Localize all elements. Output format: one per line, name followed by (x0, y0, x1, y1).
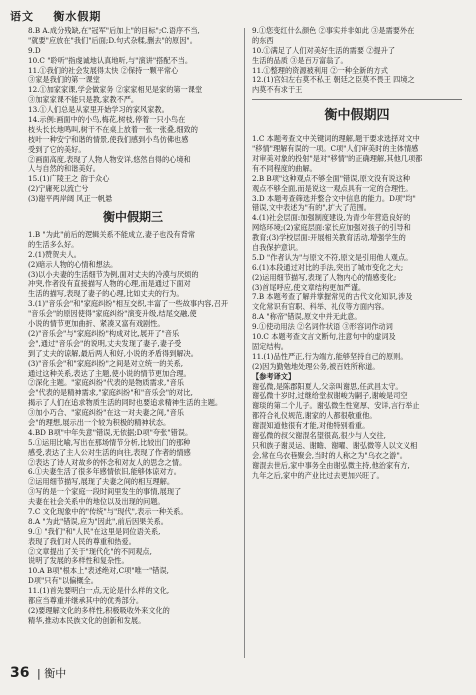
text-line: 自我保护意识。 (252, 243, 303, 253)
section-rule (252, 99, 462, 100)
text-line: (2)宁庸死以流亡兮 (28, 184, 89, 194)
text-line: ②画面高度,表现了人物人物安详,悠然自得的心境和 (28, 154, 191, 164)
text-line: 会",通过"音乐会"的说明,丈夫发现了妻子,妻子受 (28, 338, 182, 348)
text-line: 冲突,作者没有直接描写人物的心理,而是通过下面对 (28, 279, 191, 289)
text-line: 5.D "作者认为"与原文不符,原文是引用他人观点。 (252, 252, 413, 262)
text-line: 6.(1)本段通过对比的手法,突出了城市变化之大; (252, 262, 404, 272)
text-line: ③加家家课不能只是教,家教不严。 (28, 95, 139, 105)
header-series: 衡水假期 (53, 10, 102, 23)
text-line: 11.①整理的资源被利用 ②一种全新的方式 (252, 65, 388, 75)
text-line: 3.D 本题考查筛选并整合文中信息的能力。D项"均" (252, 193, 416, 203)
text-line: 10.A B项"根本上"表述绝对,C项"唯一"错误, (28, 566, 169, 576)
text-line: 只和族子谢灵运、谢瞻、谢曜、谢弘微等人以文义相 (252, 440, 418, 450)
text-line: 通过这种关系,表达了主题,使小说的情节更加合理。 (28, 368, 191, 378)
footer-brand: 衡中 (44, 667, 67, 680)
text-line: 谢弘微的叔父谢混名望很高,很少与人交往, (252, 430, 386, 440)
text-line: 10.C "聆听"指虔诚地认真地听,与"演讲"搭配不当。 (28, 55, 193, 65)
text-line: 说明了发展的多样性和复杂性。 (28, 556, 129, 566)
left-top-block (28, 26, 238, 204)
text-line: ③加小巧合、"家庭纠纷"在这一对夫妻之间,"音乐 (28, 408, 184, 418)
text-line: (2)要理解文化的多样性,积极吸收外来文化的 (28, 605, 170, 615)
reference-translation-block (252, 382, 462, 481)
header-subject: 语文 (10, 10, 34, 23)
text-line: 内莫不有求于王 (252, 85, 303, 95)
text-line: (3)谢平两岸阔 风正一帆悬 (28, 194, 113, 204)
left-column (28, 26, 238, 626)
text-line: (2)"音乐会"与"家庭纠纷"构成对比,展开了"音乐 (28, 328, 180, 338)
text-line: "就要"应放在"我们"后面;D.句式杂糅,删去"的原因"。 (28, 35, 197, 45)
text-line: 文化常识有官职、科举、礼仪等方面内容。 (252, 302, 389, 312)
text-line: 生活的品质 ③是百万富翁了。 (252, 55, 348, 65)
text-line: ③写的是一个家庭一段时间里发生的事情,展现了 (28, 487, 182, 497)
right-top-block (252, 26, 462, 95)
section-title-three: 衡中假期三 (102, 210, 163, 225)
text-line: 9.①您变红什么颜色 ②事实并非如此 ③是需要外在 (252, 26, 415, 35)
text-line: 对审美对象的投射"是对"移情"的正确理解,其他几项都 (252, 154, 423, 164)
page-footer (10, 665, 66, 681)
right-column (252, 26, 462, 480)
text-line: 网络环境;(2)家庭层面:家长应加强对孩子的引导和 (252, 223, 411, 233)
text-line: 4.(1)社会层面:加强制度建设,为青少年营造良好的 (252, 213, 411, 223)
text-line: 枝头长长地鸣叫,树干不在桌上放着一张一张叠,细致的 (28, 124, 198, 134)
section-title-four: 衡中假期四 (324, 108, 390, 124)
text-line: 11.①我们的社会发展得太快 ②保持一颗平常心 (28, 65, 179, 75)
text-line: 1.C 本题考查文中关键词的理解,题干要求选择对文中 (252, 134, 420, 144)
text-line: 谢混知道他很有才能,对他特别看重。 (252, 421, 370, 431)
text-line: (3)"音乐会"和"家庭纠纷"之间是对立统一的关系, (28, 358, 184, 368)
text-line: 8.A "称帝"错误,原文中并无此意。 (252, 312, 362, 322)
text-line: 小说的情节更加曲折、紧凑又富有戏剧性。 (28, 319, 165, 329)
text-line: "移情"理解有误的一项。C项"人们审美时的主体情感 (252, 144, 419, 154)
text-line: 12.(1)宫妇左右莫不私王 朝廷之臣莫不畏王 四境之 (252, 75, 415, 85)
right-section-block (252, 134, 462, 371)
text-line: 谢琰的第二个儿子。谢弘微生性宽厚、安详,言行举止 (252, 401, 420, 411)
text-line: 6.①夫妻生活了很多年感情依旧,能够体谅对方。 (28, 467, 181, 477)
text-line: 13.①人们总是从家里开始学习的家风家教。 (28, 105, 169, 115)
text-line: 精华,推动本民族文化的创新和发展。 (28, 615, 146, 625)
text-line: 九年之后,家中的产业比过去更加兴旺了。 (252, 470, 384, 480)
column-divider (244, 28, 245, 658)
text-line: 教育;(3)学校层面:开展相关教育活动,增强学生的 (252, 233, 406, 243)
text-line: 9.D (28, 45, 41, 55)
text-line: 14.示例:画面中的小鸟,梅花,树枝,停着一只小鸟在 (28, 115, 186, 125)
text-line: 11.(1)首先要明白一点,无论是什么样的文化, (28, 586, 170, 596)
text-line: 人与自然的和谐美好。 (28, 164, 100, 174)
text-line: 生活的描写,表现了妻子的心理,比如丈夫的行为。 (28, 289, 184, 299)
text-line: 谢弘微十岁时,过继给堂叔谢峻为嗣子,谢峻是司空 (252, 391, 408, 401)
text-line: 都符合礼仪规范,谢家的人都很敬重他。 (252, 411, 377, 421)
text-line: 感受,表达了主人公对生活的向往,表现了作者的情感 (28, 447, 191, 457)
text-line: 10.①满足了人们对美好生活的需要 ②提升了 (252, 45, 396, 55)
text-line: 12.①加家家课,学会做家务 ②家家相见是家的第一课堂 (28, 85, 203, 95)
text-line: 会,常在乌衣巷聚会,当时的人称之为"乌衣之游"。 (252, 450, 407, 460)
text-line: 到了丈夫的谅解,最后两人和好,小说的矛盾得到解决。 (28, 348, 198, 358)
text-line: 3.(1)"音乐会"和"家庭纠纷"相互交织,丰富了一些故事内容,召开 (28, 299, 229, 309)
text-line: 2.B B项"这种观点不够全面"错误,原文没有说这种 (252, 173, 410, 183)
text-line: 9.①使动用法 ②名词作状语 ③形容词作动词 (252, 322, 393, 332)
text-line: 5.①运用比喻,写出在那场情节分析,比较出门的那种 (28, 437, 191, 447)
text-line: 8.B A.成分残缺,在"冠军"后加上"的目标";C.语序不当, (28, 26, 200, 35)
text-line: 有不同程度的曲解。 (252, 163, 317, 173)
text-line: 观点不够全面,而是说这一观点具有一定的合理性。 (252, 183, 413, 193)
text-line: 会"代表的是精神需求,"家庭纠纷"和"音乐会"的对比, (28, 388, 193, 398)
text-line: 4.BD B项"中年失意"错误,无依据;D项"夸张"错误。 (28, 427, 193, 437)
text-line: 会"的理想,展示出一个较为积极的精神状态。 (28, 417, 171, 427)
text-line: 夫妻在社会关系中的地位以及出现的问题。 (28, 497, 165, 507)
page-number: 36 (10, 665, 30, 681)
text-line: 2.(1)赞贺夫人。 (28, 249, 81, 259)
text-line: 错误,文中表述为"有的",扩大了范围。 (252, 203, 371, 213)
text-line: (2)因为勤勉地处理公务,被百姓所称道。 (252, 361, 380, 371)
text-line: 揭示了人们在追求物质生活的同时也要追求精神生活的主题。 (28, 398, 223, 408)
left-section-block (28, 230, 238, 626)
text-line: ②文章提出了关于"现代化"的不同观点, (28, 546, 152, 556)
text-line: D项"只有"以偏概全。 (28, 576, 98, 586)
text-line: 10.C 本题考查文言文断句,注意句中的虚词及 (252, 332, 396, 342)
text-line: 的生活多么好。 (28, 239, 79, 249)
text-line: 固定结构。 (252, 341, 288, 351)
text-line: ③家是我们的第一课堂 (28, 75, 100, 85)
text-line: 受到了它的美好。 (28, 144, 86, 154)
text-line: (2)运用细节描写,表现了人物内心的情感变化; (252, 272, 397, 282)
text-line: 11.(1)品性严正,行为端方,能够坚持自己的原则。 (252, 351, 408, 361)
text-line: 枝叶一种安宁和谐的情景,使我们感到小鸟仿佛也感 (28, 134, 189, 144)
text-line: 8.A "为此"错误,应为"因此",前后因果关系。 (28, 516, 168, 526)
text-line: (3)首尾呼应,使文章结构更加严谨。 (252, 282, 366, 292)
text-line: 1.B "为此"前后的逻辑关系不能成立,妻子也没有背常 (28, 230, 196, 240)
text-line: (3)以小夫妻的生活细节为例,面对丈夫的冷漠与厌烦的 (28, 269, 199, 279)
page-header (10, 8, 101, 24)
text-line: 7.C 文化现象中的"传统"与"现代",表示一种关系。 (28, 506, 188, 516)
reference-translation-title: 【参考译文】 (252, 371, 296, 381)
text-line: 表现了我们对人民的尊重和热爱。 (28, 536, 136, 546)
text-line: 都应当尊重并继承其中的优秀部分。 (28, 595, 144, 605)
text-line: ②表达了诗人对故乡的怀念和对友人的思念之情。 (28, 457, 187, 467)
text-line: 谢弘微,是陈郡阳夏人,父亲叫谢思,任武昌太守。 (252, 381, 403, 391)
text-line: (2)暗示人物的心情和想法。 (28, 259, 118, 269)
text-line: 9.① "我们"和"人民"在这里是同位语关系, (28, 526, 161, 536)
text-line: 谢混去世后,家中事务全由谢弘微主持,他治家有方, (252, 460, 410, 470)
text-line: 的东西 (252, 35, 274, 45)
text-line: 15.(1)广陵王之 韵于众心 (28, 174, 110, 184)
text-line: 7.B 本题考查了解并掌握常见的古代文化知识,涉及 (252, 292, 413, 302)
text-line: ②运用细节描写,展现了夫妻之间的相互理解。 (28, 477, 175, 487)
footer-separator: | (36, 667, 41, 680)
text-line: "音乐会"的原因使得"家庭纠纷"演变升级,结尾交融,使 (28, 309, 197, 319)
text-line: ②深化主题。"家庭纠纷"代表的是物质需求,"音乐 (28, 378, 184, 388)
